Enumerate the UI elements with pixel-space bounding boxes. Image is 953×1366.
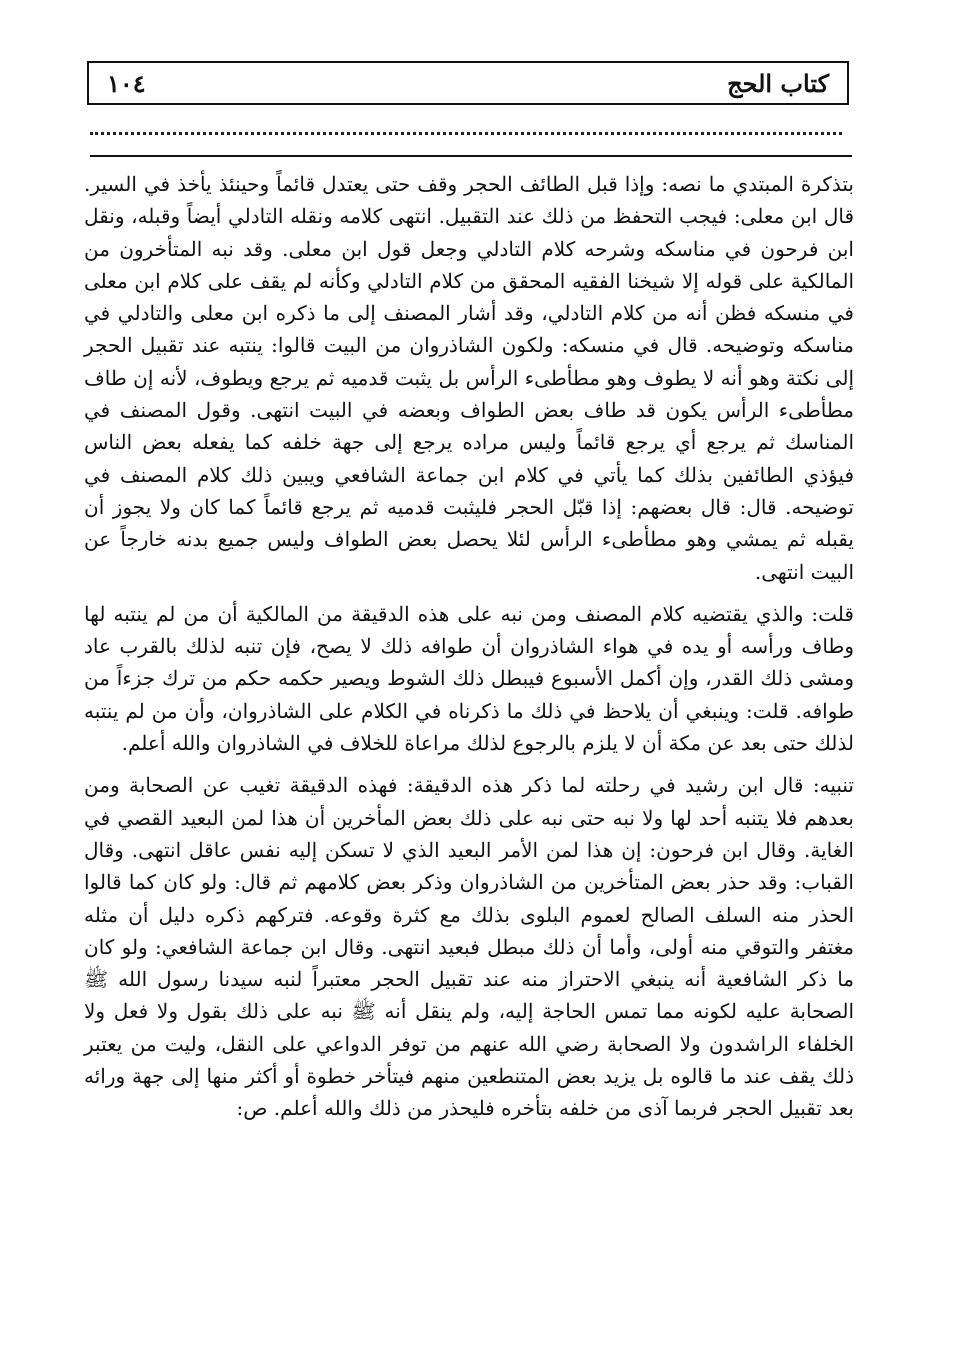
page-header	[87, 61, 849, 105]
page-body	[84, 168, 854, 1125]
page-number: ١٠٤	[107, 68, 146, 98]
paragraph: بتذكرة المبتدي ما نصه: وإذا قبل الطائف الحجر وقف حتى يعتدل قائماً وحينئذ يأخذ في السير. قال ابن معلى: فيجب التحفظ من ذلك عند التقبيل. انتهى كلامه ونقله التادلي أيضاً وقبله، ونقل ابن فرحون في مناسكه وشرحه كلام التادلي وجعل قول ابن معلى. وقد نبه المتأخرون من المالكية على قوله إلا شيخنا الفقيه المحقق من كلام التادلي وكأنه لم يقف على كلام ابن معلى في منسكه فظن أنه من كلام التادلي، وقد أشار المصنف إلى ما ذكره ابن معلى والتادلي في مناسكه وتوضيحه. قال في منسكه: ولكون الشاذروان من البيت قالوا: ينتبه عند تقبيل الحجر إلى نكتة وهو أنه لا يطوف وهو مطأطىء الرأس بل يثبت قدميه ثم يرجع ويطوف، لأنه إن طاف مطأطىء الرأس يكون قد طاف بعض الطواف وبعضه في البيت انتهى. وقول المصنف في المناسك ثم يرجع أي يرجع قائماً وليس مراده يرجع إلى جهة خلفه كما يفعله بعض الناس فيؤذي الطائفين بذلك كما يأتي في كلام ابن جماعة الشافعي ويبين ذلك كلام المصنف في توضيحه. قال: قال بعضهم: إذا قبّل الحجر فليثبت قدميه ثم يرجع قائماً كما كان ولا يجوز أن يقبله ثم يمشي وهو مطأطىء الرأس لئلا يحصل بعض الطواف وليس جميع بدنه خارجاً عن البيت انتهى.	[84, 172, 854, 584]
header-rule	[90, 155, 852, 157]
book-title: كتاب الحج	[727, 68, 829, 98]
dotted-separator	[90, 122, 842, 135]
paragraph: تنبيه: قال ابن رشيد في رحلته لما ذكر هذه الدقيقة: فهذه الدقيقة تغيب عن الصحابة ومن بعدهم فلا يتنبه أحد لها ولا نبه حتى نبه على ذلك بعض المأخرين أن هذا لمن البعيد القصي في الغاية. وقال ابن فرحون: إن هذا لمن الأمر البعيد الذي لا تسكن إليه نفس عاقل انتهى. وقال القباب: وقد حذر بعض المتأخرين من الشاذروان وذكر بعض كلامهم ثم قال: ولو كان كما قالوا الحذر منه السلف الصالح لعموم البلوى بذلك مع كثرة وقوعه. فتركهم ذكره دليل أن مثله مغتفر والتوقي منه أولى، وأما أن ذلك مبطل فبعيد انتهى. وقال ابن جماعة الشافعي: ولو كان ما ذكر الشافعية أنه ينبغي الاحتراز منه عند تقبيل الحجر معتبراً لنبه سيدنا رسول الله ﷺ الصحابة عليه لكونه مما تمس الحاجة إليه، ولم ينقل أنه ﷺ نبه على ذلك بقول ولا فعل ولا الخلفاء الراشدون ولا الصحابة رضي الله عنهم من توفر الدواعي على النقل، وليت من يعتبر ذلك يقف عند ما قالوه بل يزيد بعض المتنطعين منهم فيتأخر خطوة أو أكثر منها إلى جهة ورائه بعد تقبيل الحجر فربما آذى من خلفه بتأخره فليحذر من ذلك والله أعلم. ص:	[84, 773, 854, 1121]
paragraph: قلت: والذي يقتضيه كلام المصنف ومن نبه على هذه الدقيقة من المالكية أن من لم ينتبه لها وطاف ورأسه أو يده في هواء الشاذروان أن طوافه ذلك لا يصح، فإن تنبه لذلك بالقرب عاد ومشى ذلك القدر، وإن أكمل الأسبوع فيبطل ذلك الشوط ويصير حكمه حكم من ترك جزءاً من طوافه. قلت: وينبغي أن يلاحظ في ذلك ما ذكرناه في الكلام على الشاذروان، وأن من لم ينتبه لذلك حتى بعد عن مكة أن لا يلزم بالرجوع لذلك مراعاة للخلاف في الشاذروان والله أعلم.	[84, 601, 854, 756]
